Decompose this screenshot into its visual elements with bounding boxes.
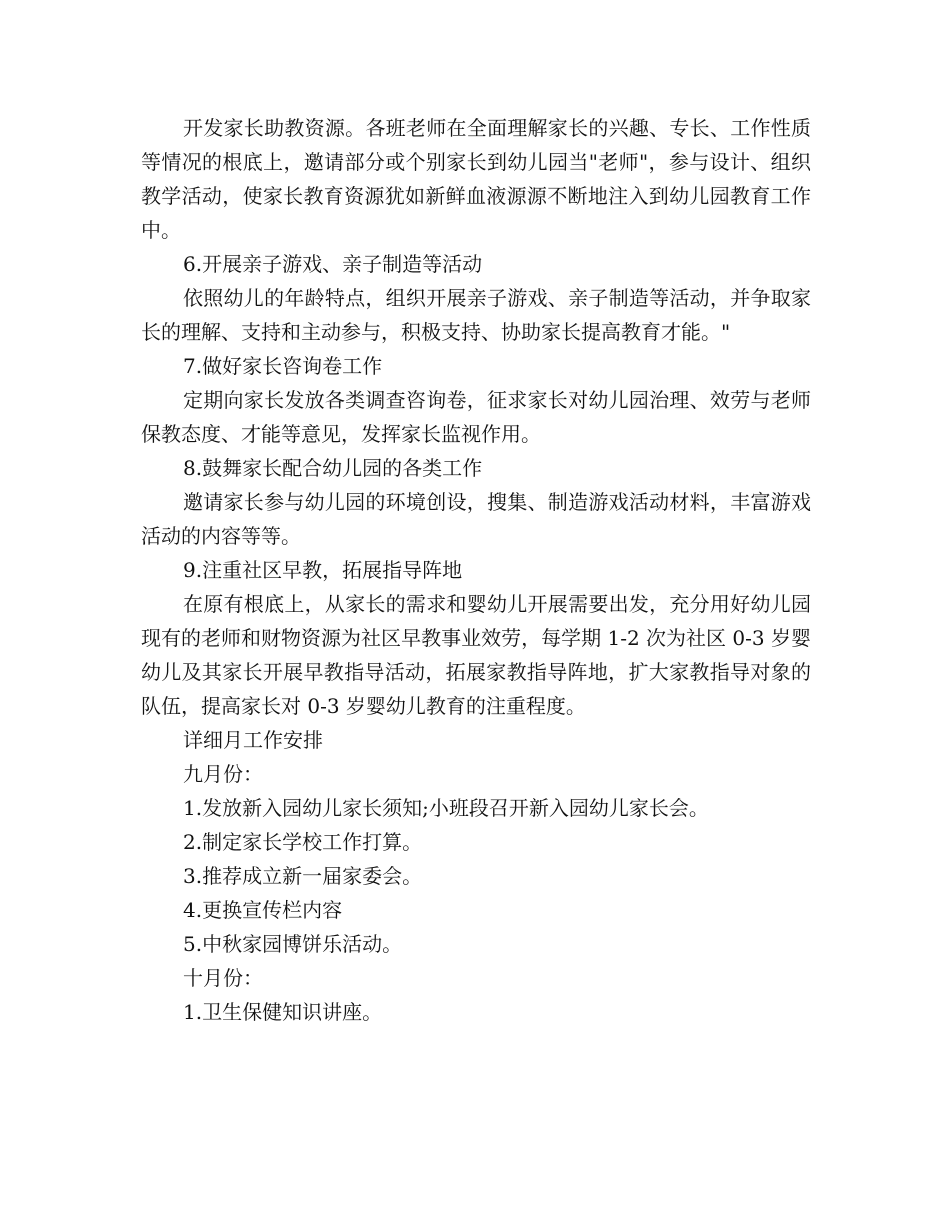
paragraph-item-7: 定期向家长发放各类调查咨询卷，征求家长对幼儿园治理、效劳与老师保教态度、才能等意见，发挥家长监视作用。 [141, 388, 811, 446]
paragraph-item-8: 邀请家长参与幼儿园的环境创设，搜集、制造游戏活动材料，丰富游戏活动的内容等等。 [141, 490, 811, 548]
heading-item-7: 7.做好家长咨询卷工作 [183, 354, 383, 378]
paragraph-item-6: 依照幼儿的年龄特点，组织开展亲子游戏、亲子制造等活动，并争取家长的理解、支持和主动参与，积极支持、协助家长提高教育才能。" [141, 286, 811, 344]
september-item-5: 5.中秋家园博饼乐活动。 [183, 932, 403, 956]
heading-monthly-plan: 详细月工作安排 [183, 728, 323, 752]
heading-october: 十月份： [183, 966, 263, 990]
september-item-4: 4.更换宣传栏内容 [183, 898, 343, 922]
paragraph-item-9: 在原有根底上，从家长的需求和婴幼儿开展需要出发，充分用好幼儿园现有的老师和财物资源为社区早教事业效劳，每学期 1-2 次为社区 0-3 岁婴幼儿及其家长开展早教指导活动，拓展家教指导阵地，扩大家教指导对象的队伍，提高家长对 0-3 岁婴幼儿教育的注重程度。 [141, 592, 811, 718]
september-item-3: 3.推荐成立新一届家委会。 [183, 864, 423, 888]
september-item-2: 2.制定家长学校工作打算。 [183, 830, 423, 854]
september-item-1: 1.发放新入园幼儿家长须知;小班段召开新入园幼儿家长会。 [183, 796, 709, 820]
heading-item-9: 9.注重社区早教，拓展指导阵地 [183, 558, 463, 582]
document-page [141, 111, 811, 1029]
heading-september: 九月份： [183, 762, 263, 786]
heading-item-6: 6.开展亲子游戏、亲子制造等活动 [183, 252, 483, 276]
heading-item-8: 8.鼓舞家长配合幼儿园的各类工作 [183, 456, 483, 480]
paragraph-parent-teaching: 开发家长助教资源。各班老师在全面理解家长的兴趣、专长、工作性质等情况的根底上，邀请部分或个别家长到幼儿园当"老师"，参与设计、组织教学活动，使家长教育资源犹如新鲜血液源源不断地注入到幼儿园教育工作中。 [141, 116, 811, 242]
october-item-1: 1.卫生保健知识讲座。 [183, 1000, 383, 1024]
